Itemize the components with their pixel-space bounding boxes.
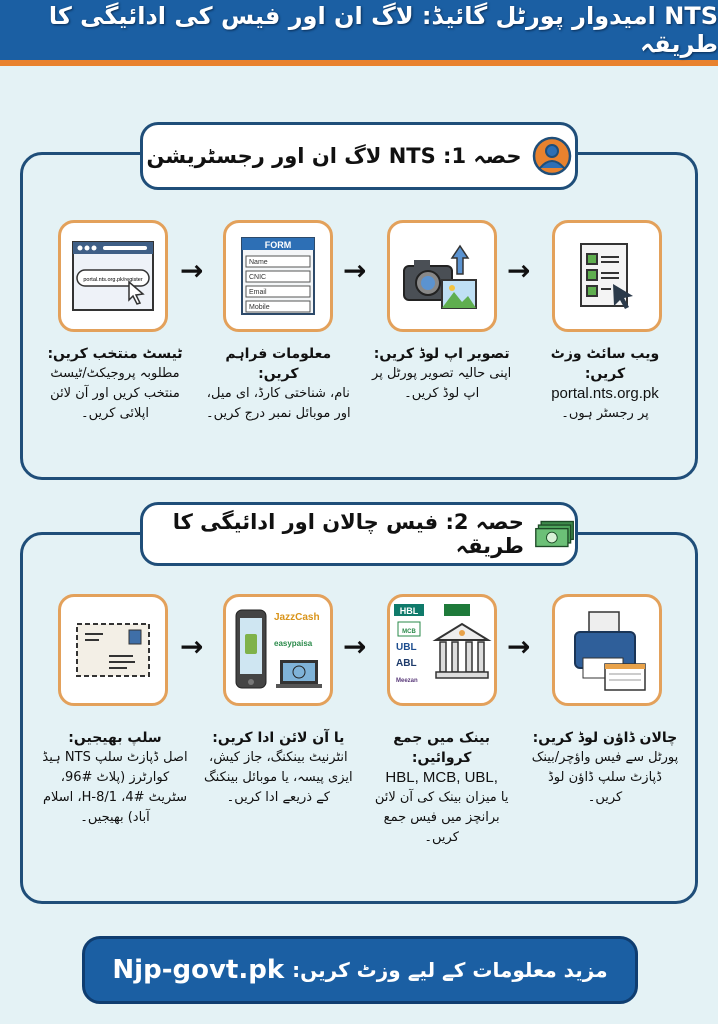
online-payment-text (203, 728, 353, 848)
challan-card (552, 594, 662, 706)
step-heading: یا آن لائن ادا کریں: (212, 730, 345, 746)
step-heading: ویب سائٹ وزٹ کریں: (550, 346, 660, 382)
step2-text (367, 344, 517, 424)
step-body: انٹرنیٹ بینکنگ، جاز کیش، ایزی پیسہ، یا موبائل بینکنگ کے ذریعے ادا کریں۔ (204, 750, 353, 805)
step-heading: تصویر اپ لوڈ کریں: (373, 346, 510, 362)
section2-descriptions (40, 728, 680, 848)
step-body: یا میزان بینک کی آن لائن برانچز میں فیس جمع کریں۔ (374, 790, 509, 845)
step4-card (58, 220, 168, 332)
step-heading: سلپ بھیجیں: (68, 730, 162, 746)
step-body: نام، شناختی کارڈ، ای میل، اور موبائل نمبر درج کریں۔ (206, 386, 351, 421)
arrow-icon: → (180, 630, 204, 663)
arrow-icon: → (343, 630, 367, 663)
arrow-icon: → (507, 630, 531, 663)
bank-names: HBL, MCB, UBL, (385, 769, 498, 786)
step-url: portal.nts.org.pk (551, 385, 659, 402)
header-banner (0, 0, 718, 66)
jazzcash-logo: JazzCash (273, 612, 320, 623)
step3-text (203, 344, 353, 424)
section1-descriptions (40, 344, 680, 424)
section1-title-pill (140, 122, 578, 190)
section2-title-pill (140, 502, 578, 566)
section1-title: حصہ 1: NTS لاگ ان اور رجسٹریشن (146, 144, 522, 168)
step1-text (530, 344, 680, 424)
arrow-icon: → (180, 254, 204, 287)
step-heading: چالان ڈاؤن لوڈ کریں: (532, 730, 678, 746)
step3-card (223, 220, 333, 332)
form-field-mobile: Mobile (248, 304, 270, 311)
step-body: پورٹل سے فیس واؤچر/بینک ڈپازٹ سلپ ڈاؤن لوڈ کریں۔ (531, 750, 679, 805)
step-heading: بینک میں جمع کروائیں: (393, 730, 491, 766)
checklist-cursor-icon (571, 240, 643, 312)
section2-frame (20, 532, 698, 904)
mail-slip-card (58, 594, 168, 706)
form-icon (238, 234, 318, 318)
bank-logo-hbl: HBL (400, 606, 419, 616)
bank-logo-meezan: Meezan (396, 678, 418, 684)
arrow-icon: → (507, 254, 531, 287)
step2-card (387, 220, 497, 332)
mail-slip-text (40, 728, 190, 848)
form-title: FORM (264, 240, 291, 250)
printer-challan-icon (565, 608, 649, 692)
form-field-email: Email (248, 289, 267, 296)
bank-logo-abl: ABL (396, 658, 417, 669)
bank-card (387, 594, 497, 706)
step-body: اپنی حالیہ تصویر پورٹل پر اپ لوڈ کریں۔ (372, 366, 512, 401)
footer-label: مزید معلومات کے لیے وزٹ کریں: (292, 958, 608, 982)
footer-site-link[interactable]: Njp-govt.pk (112, 955, 285, 985)
step4-text (40, 344, 190, 424)
challan-text (530, 728, 680, 848)
footer-banner (82, 936, 638, 1004)
mobile-payment-icon (230, 602, 326, 698)
page-title: NTS امیدوار پورٹل گائیڈ: لاگ ان اور فیس کی ادائیگی کا طریقہ (48, 2, 718, 58)
user-avatar-icon (532, 136, 572, 176)
bank-logo-ubl: UBL (396, 642, 417, 653)
browser-url-icon (69, 236, 157, 316)
bank-icon (392, 600, 492, 700)
cash-icon (534, 518, 575, 550)
step-heading: ٹیسٹ منتخب کریں: (47, 346, 183, 362)
browser-url: portal.nts.org.pk/register (83, 277, 143, 283)
arrow-icon: → (343, 254, 367, 287)
step-body: مطلوبہ پروجیکٹ/ٹیسٹ منتخب کریں اور آن لائن اپلائی کریں۔ (50, 366, 180, 421)
step-body: اصل ڈپازٹ سلپ NTS ہیڈ کوارٹرز (پلاٹ #96، سٹریٹ #4، H-8/1، اسلام آباد) بھیجیں۔ (42, 750, 188, 825)
form-field-cnic: CNIC (248, 274, 266, 281)
step-body: پر رجسٹر ہوں۔ (561, 406, 649, 421)
step-heading: معلومات فراہم کریں: (225, 346, 332, 382)
easypaisa-logo: easypaisa (273, 639, 312, 648)
bank-logo-mcb: MCB (402, 629, 417, 635)
bank-text (367, 728, 517, 848)
form-field-name: Name (248, 259, 268, 266)
camera-upload-icon (400, 240, 484, 312)
step1-card (552, 220, 662, 332)
online-payment-card (223, 594, 333, 706)
section2-title: حصہ 2: فیس چالان اور ادائیگی کا طریقہ (172, 510, 524, 558)
envelope-icon (73, 618, 153, 682)
